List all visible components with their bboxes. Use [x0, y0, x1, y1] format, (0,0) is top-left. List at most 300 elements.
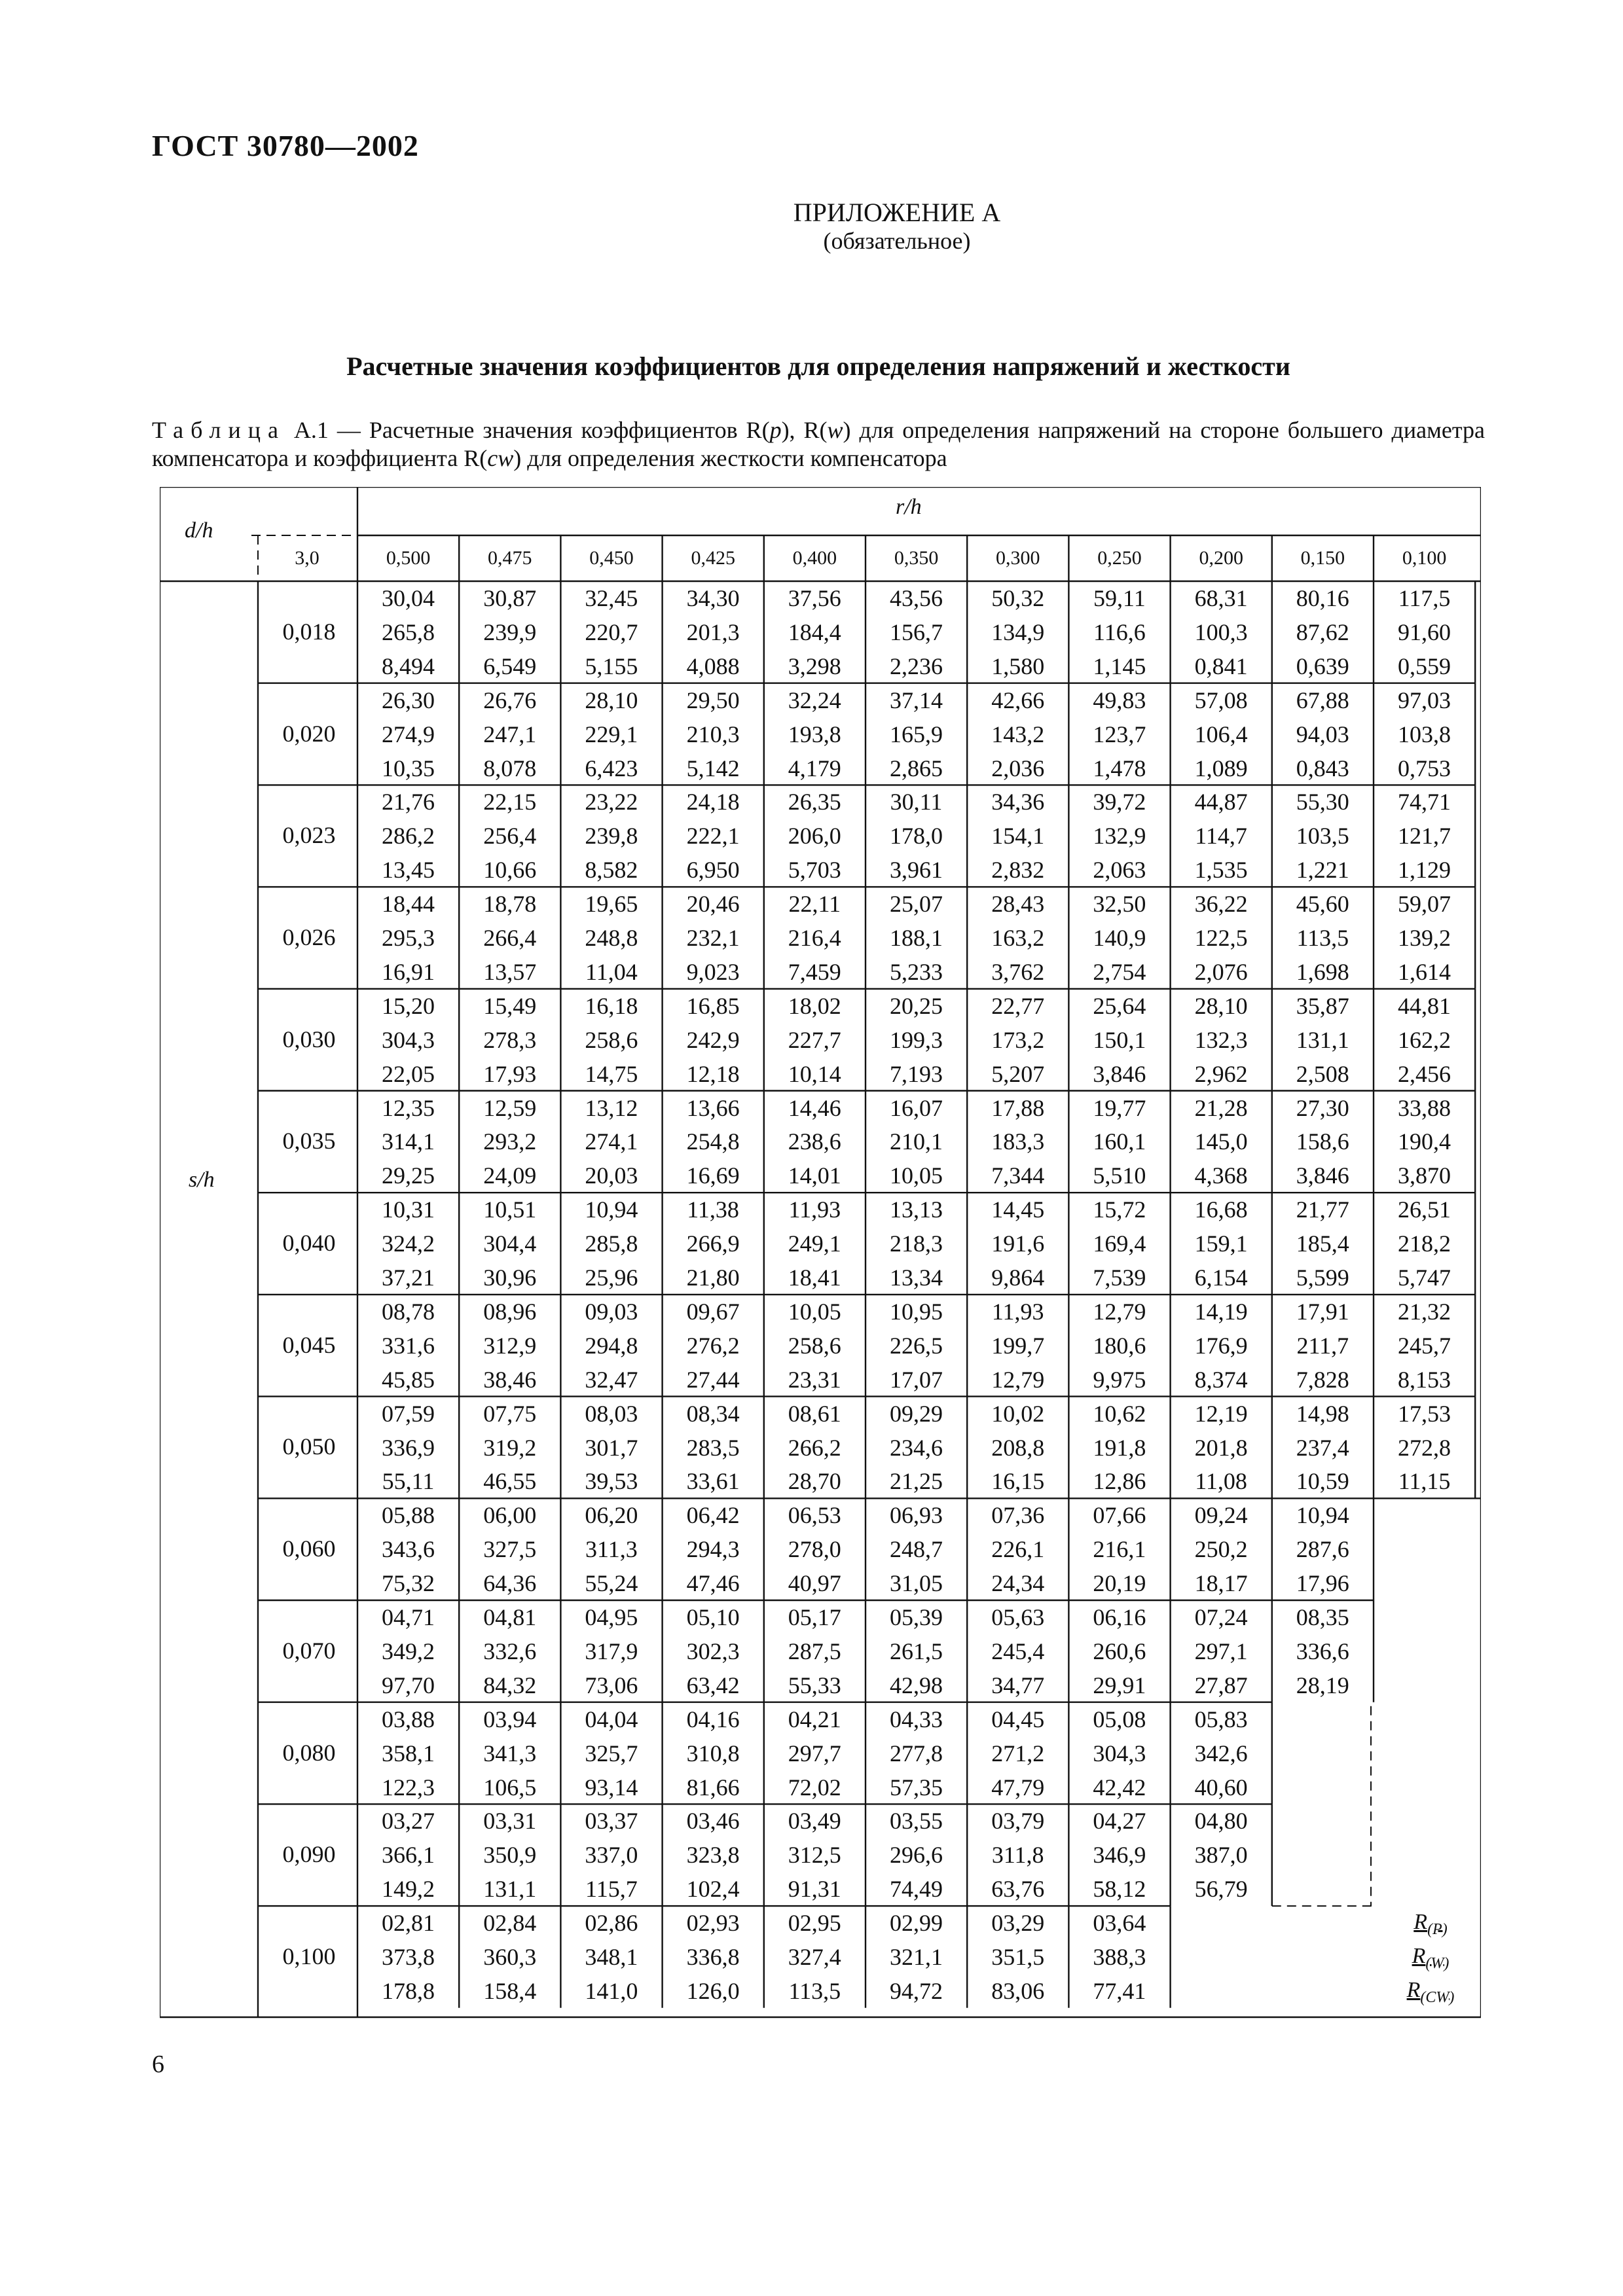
- dh-value: 3,0: [295, 547, 319, 569]
- table-cell: 3,846: [1296, 1162, 1349, 1189]
- table-cell: 145,0: [1194, 1128, 1248, 1155]
- table-cell: 8,153: [1398, 1366, 1451, 1393]
- table-cell: 6,549: [483, 653, 537, 679]
- table-cell: 91,60: [1398, 619, 1451, 645]
- table-cell: 115,7: [585, 1876, 638, 1903]
- table-cell: 183,3: [991, 1128, 1045, 1155]
- table-cell: 178,0: [890, 823, 943, 850]
- table-cell: 0,843: [1296, 755, 1349, 781]
- table-cell: 12,18: [686, 1060, 740, 1087]
- table-cell: 25,07: [890, 891, 943, 918]
- table-cell: 73,06: [585, 1672, 638, 1698]
- table-cell: 21,77: [1296, 1196, 1349, 1223]
- legend-subscript: (W): [1425, 1954, 1450, 1972]
- legend-subscript: (CW): [1420, 1988, 1455, 2006]
- table-cell: 02,84: [483, 1910, 537, 1937]
- table-cell: 227,7: [788, 1026, 841, 1053]
- table-cell: 37,14: [890, 687, 943, 713]
- table-cell: 84,32: [483, 1672, 537, 1698]
- table-cell: 294,8: [585, 1332, 638, 1359]
- table-cell: 11,93: [788, 1196, 841, 1223]
- table-cell: 08,35: [1296, 1604, 1349, 1630]
- table-cell: 1,089: [1194, 755, 1248, 781]
- table-cell: 04,71: [382, 1604, 435, 1630]
- table-cell: 311,3: [585, 1536, 638, 1563]
- table-cell: 20,03: [585, 1162, 638, 1189]
- table-cell: 0,753: [1398, 755, 1451, 781]
- table-cell: 97,70: [382, 1672, 435, 1698]
- table-cell: 21,32: [1398, 1298, 1451, 1325]
- table-cell: 283,5: [686, 1434, 740, 1461]
- table-cell: 68,31: [1194, 585, 1248, 611]
- table-cell: 266,2: [788, 1434, 841, 1461]
- table-cell: 03,79: [991, 1808, 1045, 1835]
- table-cell: 10,35: [382, 755, 435, 781]
- table-cell: 158,6: [1296, 1128, 1349, 1155]
- table-cell: 12,86: [1093, 1468, 1146, 1495]
- table-cell: 63,76: [991, 1876, 1045, 1903]
- legend-symbol: R: [1406, 1977, 1421, 2002]
- table-cell: 67,88: [1296, 687, 1349, 713]
- table-cell: 18,41: [788, 1265, 841, 1291]
- table-cell: 16,15: [991, 1468, 1045, 1495]
- table-cell: 16,69: [686, 1162, 740, 1189]
- table-cell: 9,023: [686, 958, 740, 985]
- table-cell: 287,5: [788, 1638, 841, 1664]
- table-cell: 04,33: [890, 1706, 943, 1732]
- table-cell: 154,1: [991, 823, 1045, 850]
- table-cell: 139,2: [1398, 925, 1451, 951]
- table-cell: 03,88: [382, 1706, 435, 1732]
- table-cell: 248,7: [890, 1536, 943, 1563]
- table-cell: 13,34: [890, 1265, 943, 1291]
- table-cell: 09,24: [1194, 1502, 1248, 1529]
- table-cell: 04,04: [585, 1706, 638, 1732]
- sh-value: 0,070: [282, 1637, 336, 1664]
- table-cell: 249,1: [788, 1230, 841, 1257]
- table-cell: 50,32: [991, 585, 1045, 611]
- table-cell: 301,7: [585, 1434, 638, 1461]
- table-cell: 08,96: [483, 1298, 537, 1325]
- table-cell: 42,66: [991, 687, 1045, 713]
- table-cell: 2,962: [1194, 1060, 1248, 1087]
- table-cell: 12,35: [382, 1094, 435, 1121]
- table-cell: 199,3: [890, 1026, 943, 1053]
- table-cell: 266,9: [686, 1230, 740, 1257]
- table-cell: 05,10: [686, 1604, 740, 1630]
- rh-column-header: 0,150: [1300, 547, 1345, 569]
- sh-value: 0,050: [282, 1433, 336, 1460]
- table-cell: 10,31: [382, 1196, 435, 1223]
- table-cell: 131,1: [1296, 1026, 1349, 1053]
- table-cell: 4,179: [788, 755, 841, 781]
- table-cell: 30,96: [483, 1265, 537, 1291]
- table-cell: 03,27: [382, 1808, 435, 1835]
- table-cell: 08,78: [382, 1298, 435, 1325]
- table-cell: 28,70: [788, 1468, 841, 1495]
- table-cell: 5,510: [1093, 1162, 1146, 1189]
- table-cell: 40,60: [1194, 1774, 1248, 1801]
- table-cell: 42,42: [1093, 1774, 1146, 1801]
- table-cell: 11,93: [991, 1298, 1044, 1325]
- table-cell: 185,4: [1296, 1230, 1349, 1257]
- table-cell: 178,8: [382, 1977, 435, 2004]
- table-cell: 02,81: [382, 1910, 435, 1937]
- table-cell: 9,864: [991, 1265, 1045, 1291]
- table-cell: 150,1: [1093, 1026, 1146, 1053]
- table-cell: 103,8: [1398, 721, 1451, 747]
- table-cell: 8,078: [483, 755, 537, 781]
- table-cell: 20,46: [686, 891, 740, 918]
- rh-column-header: 0,425: [691, 547, 735, 569]
- legend-label: [1381, 1978, 1480, 2007]
- table-cell: 3,762: [991, 958, 1045, 985]
- table-cell: 295,3: [382, 925, 435, 951]
- table-caption: [152, 416, 1485, 473]
- table-cell: 2,236: [890, 653, 943, 679]
- table-cell: 02,99: [890, 1910, 943, 1937]
- table-cell: 6,423: [585, 755, 638, 781]
- table-cell: 188,1: [890, 925, 943, 951]
- table-cell: 1,221: [1296, 857, 1349, 884]
- table-cell: 3,961: [890, 857, 943, 884]
- table-cell: 126,0: [686, 1977, 740, 2004]
- legend-label: [1381, 1910, 1480, 1939]
- table-cell: 237,4: [1296, 1434, 1349, 1461]
- table-cell: 37,21: [382, 1265, 435, 1291]
- table-cell: 350,9: [483, 1842, 537, 1869]
- rh-column-header: 0,350: [894, 547, 939, 569]
- table-cell: 59,07: [1398, 891, 1451, 918]
- table-cell: 191,6: [991, 1230, 1045, 1257]
- table-cell: 261,5: [890, 1638, 943, 1664]
- rh-column-header: 0,450: [589, 547, 634, 569]
- table-cell: 57,35: [890, 1774, 943, 1801]
- table-cell: 26,35: [788, 789, 841, 816]
- sh-value: 0,023: [282, 822, 336, 849]
- table-cell: 32,45: [585, 585, 638, 611]
- table-cell: 05,08: [1093, 1706, 1146, 1732]
- table-cell: 5,233: [890, 958, 943, 985]
- table-cell: 02,86: [585, 1910, 638, 1937]
- table-cell: 42,98: [890, 1672, 943, 1698]
- table-cell: 63,42: [686, 1672, 740, 1698]
- caption-text: ) для определения напряжений на стороне большего диаметра компенсатора и коэффициента R(: [152, 417, 1485, 471]
- table-cell: 30,87: [483, 585, 537, 611]
- table-cell: 206,0: [788, 823, 841, 850]
- legend-subscript: (P): [1427, 1920, 1448, 1938]
- table-cell: 222,1: [686, 823, 740, 850]
- table-cell: 387,0: [1194, 1842, 1248, 1869]
- table-cell: 191,8: [1093, 1434, 1146, 1461]
- table-cell: 0,639: [1296, 653, 1349, 679]
- table-cell: 46,55: [483, 1468, 537, 1495]
- table-cell: 132,3: [1194, 1026, 1248, 1053]
- table-cell: 13,13: [890, 1196, 943, 1223]
- table-cell: 04,80: [1194, 1808, 1248, 1835]
- table-cell: 302,3: [686, 1638, 740, 1664]
- table-cell: 18,44: [382, 891, 435, 918]
- table-cell: 208,8: [991, 1434, 1045, 1461]
- table-cell: 30,11: [890, 789, 943, 816]
- table-cell: 13,12: [585, 1094, 638, 1121]
- caption-number: А.1: [293, 417, 329, 443]
- table-cell: 11,15: [1398, 1468, 1451, 1495]
- table-cell: 0,841: [1194, 653, 1248, 679]
- table-cell: 343,6: [382, 1536, 435, 1563]
- table-cell: 15,20: [382, 992, 435, 1019]
- caption-text: Расчетные значения коэффициентов R(: [369, 417, 770, 443]
- table-cell: 199,7: [991, 1332, 1045, 1359]
- table-cell: 33,61: [686, 1468, 740, 1495]
- sh-value: 0,100: [282, 1943, 336, 1969]
- table-cell: 2,832: [991, 857, 1045, 884]
- table-cell: 14,45: [991, 1196, 1045, 1223]
- table-cell: 16,91: [382, 958, 435, 985]
- table-cell: 117,5: [1398, 585, 1451, 611]
- table-cell: 342,6: [1194, 1740, 1248, 1767]
- table-cell: 17,07: [890, 1366, 943, 1393]
- table-cell: 05,88: [382, 1502, 435, 1529]
- rh-column-header: 0,100: [1402, 547, 1447, 569]
- rh-column-header: 0,500: [386, 547, 431, 569]
- table-cell: 114,7: [1195, 823, 1247, 850]
- table-cell: 324,2: [382, 1230, 435, 1257]
- table-cell: 5,599: [1296, 1265, 1349, 1291]
- table-cell: 06,42: [686, 1502, 740, 1529]
- table-cell: 26,51: [1398, 1196, 1451, 1223]
- table-cell: 44,81: [1398, 992, 1451, 1019]
- table-cell: 25,96: [585, 1265, 638, 1291]
- table-cell: 17,88: [991, 1094, 1045, 1121]
- table-cell: 102,4: [686, 1876, 740, 1903]
- table-cell: 336,6: [1296, 1638, 1349, 1664]
- table-cell: 312,5: [788, 1842, 841, 1869]
- table-cell: 87,62: [1296, 619, 1349, 645]
- table-cell: 20,19: [1093, 1570, 1146, 1597]
- table-cell: 14,01: [788, 1162, 841, 1189]
- table-cell: 266,4: [483, 925, 537, 951]
- table-cell: 341,3: [483, 1740, 537, 1767]
- table-cell: 277,8: [890, 1740, 943, 1767]
- table-cell: 116,6: [1093, 619, 1146, 645]
- table-cell: 220,7: [585, 619, 638, 645]
- table-cell: 18,17: [1194, 1570, 1248, 1597]
- table-cell: 2,865: [890, 755, 943, 781]
- table-cell: 100,3: [1194, 619, 1248, 645]
- table-cell: 27,30: [1296, 1094, 1349, 1121]
- table-cell: 0,559: [1398, 653, 1451, 679]
- table-cell: 25,64: [1093, 992, 1146, 1019]
- table-cell: 10,02: [991, 1400, 1045, 1427]
- table-cell: 20,25: [890, 992, 943, 1019]
- table-cell: 24,34: [991, 1570, 1045, 1597]
- table-cell: 02,95: [788, 1910, 841, 1937]
- sh-value: 0,090: [282, 1841, 336, 1868]
- table-cell: 13,57: [483, 958, 537, 985]
- table-cell: 2,754: [1093, 958, 1146, 985]
- table-cell: 274,1: [585, 1128, 638, 1155]
- table-cell: 293,2: [483, 1128, 537, 1155]
- page-number: 6: [152, 2051, 164, 2078]
- table-cell: 23,31: [788, 1366, 841, 1393]
- table-cell: 304,3: [1093, 1740, 1146, 1767]
- table-cell: 6,154: [1194, 1265, 1248, 1291]
- table-cell: 56,79: [1194, 1876, 1248, 1903]
- table-cell: 32,47: [585, 1366, 638, 1393]
- table-cell: 238,6: [788, 1128, 841, 1155]
- table-cell: 43,56: [890, 585, 943, 611]
- table-cell: 5,747: [1398, 1265, 1451, 1291]
- table-cell: 24,18: [686, 789, 740, 816]
- table-cell: 106,5: [483, 1774, 537, 1801]
- table-cell: 331,6: [382, 1332, 435, 1359]
- table-cell: 8,494: [382, 653, 435, 679]
- table-cell: 10,05: [890, 1162, 943, 1189]
- table-cell: 03,94: [483, 1706, 537, 1732]
- table-cell: 132,9: [1093, 823, 1146, 850]
- table-cell: 358,1: [382, 1740, 435, 1767]
- table-cell: 47,79: [991, 1774, 1045, 1801]
- rh-axis-label: r/h: [896, 495, 922, 519]
- table-cell: 3,846: [1093, 1060, 1146, 1087]
- table-cell: 06,93: [890, 1502, 943, 1529]
- table-cell: 234,6: [890, 1434, 943, 1461]
- appendix-subtitle: (обязательное): [823, 228, 971, 254]
- table-cell: 58,12: [1093, 1876, 1146, 1903]
- table-cell: 360,3: [483, 1944, 537, 1970]
- coefficients-table: [160, 487, 1481, 2025]
- table-cell: 373,8: [382, 1944, 435, 1970]
- table-cell: 131,1: [483, 1876, 537, 1903]
- table-cell: 49,83: [1093, 687, 1146, 713]
- table-cell: 4,368: [1194, 1162, 1248, 1189]
- table-cell: 64,36: [483, 1570, 537, 1597]
- table-cell: 34,77: [991, 1672, 1045, 1698]
- table-cell: 193,8: [788, 721, 841, 747]
- table-cell: 11,04: [585, 958, 638, 985]
- table-cell: 7,539: [1093, 1265, 1146, 1291]
- table-cell: 33,88: [1398, 1094, 1451, 1121]
- table-cell: 140,9: [1093, 925, 1146, 951]
- table-cell: 173,2: [991, 1026, 1045, 1053]
- table-cell: 05,39: [890, 1604, 943, 1630]
- table-cell: 17,93: [483, 1060, 537, 1087]
- table-cell: 75,32: [382, 1570, 435, 1597]
- table-cell: 26,76: [483, 687, 537, 713]
- table-cell: 314,1: [382, 1128, 435, 1155]
- table-cell: 304,3: [382, 1026, 435, 1053]
- table-cell: 10,14: [788, 1060, 841, 1087]
- table-cell: 226,1: [991, 1536, 1045, 1563]
- table-cell: 05,17: [788, 1604, 841, 1630]
- table-cell: 91,31: [788, 1876, 841, 1903]
- table-cell: 34,36: [991, 789, 1045, 816]
- table-cell: 07,75: [483, 1400, 537, 1427]
- table-cell: 336,8: [686, 1944, 740, 1970]
- sh-value: 0,060: [282, 1535, 336, 1562]
- table-cell: 106,4: [1194, 721, 1248, 747]
- table-cell: 28,19: [1296, 1672, 1349, 1698]
- table-cell: 28,10: [1194, 992, 1248, 1019]
- table-cell: 03,46: [686, 1808, 740, 1835]
- table-cell: 93,14: [585, 1774, 638, 1801]
- section-heading: Расчетные значения коэффициентов для определения напряжений и жесткости: [346, 351, 1290, 381]
- table-cell: 258,6: [585, 1026, 638, 1053]
- table-cell: 35,87: [1296, 992, 1349, 1019]
- table-cell: 287,6: [1296, 1536, 1349, 1563]
- table-cell: 16,85: [686, 992, 740, 1019]
- table-cell: 256,4: [483, 823, 537, 850]
- table-cell: 47,46: [686, 1570, 740, 1597]
- table-cell: 245,7: [1398, 1332, 1451, 1359]
- table-cell: 332,6: [483, 1638, 537, 1664]
- table-cell: 06,53: [788, 1502, 841, 1529]
- table-cell: 11,08: [1195, 1468, 1247, 1495]
- table-cell: 122,3: [382, 1774, 435, 1801]
- table-cell: 248,8: [585, 925, 638, 951]
- table-cell: 55,24: [585, 1570, 638, 1597]
- table-cell: 327,5: [483, 1536, 537, 1563]
- table-cell: 94,72: [890, 1977, 943, 2004]
- table-cell: 1,698: [1296, 958, 1349, 985]
- sh-value: 0,080: [282, 1739, 336, 1766]
- table-cell: 216,1: [1093, 1536, 1146, 1563]
- table-cell: 08,03: [585, 1400, 638, 1427]
- table-cell: 04,81: [483, 1604, 537, 1630]
- table-cell: 03,55: [890, 1808, 943, 1835]
- table-cell: 163,2: [991, 925, 1045, 951]
- table-cell: 09,67: [686, 1298, 740, 1325]
- table-cell: 59,11: [1093, 585, 1146, 611]
- table-cell: 239,8: [585, 823, 638, 850]
- table-cell: 55,11: [382, 1468, 435, 1495]
- sh-value: 0,018: [282, 618, 336, 645]
- table-cell: 113,5: [788, 1977, 841, 2004]
- table-cell: 122,5: [1194, 925, 1248, 951]
- table-cell: 1,535: [1194, 857, 1248, 884]
- table-cell: 312,9: [483, 1332, 537, 1359]
- table-cell: 245,4: [991, 1638, 1045, 1664]
- table-cell: 81,66: [686, 1774, 740, 1801]
- table-cell: 162,2: [1398, 1026, 1451, 1053]
- table-cell: 24,09: [483, 1162, 537, 1189]
- table-cell: 304,4: [483, 1230, 537, 1257]
- table-cell: 351,5: [991, 1944, 1045, 1970]
- table-cell: 278,3: [483, 1026, 537, 1053]
- table-cell: 317,9: [585, 1638, 638, 1664]
- table-cell: 5,155: [585, 653, 638, 679]
- table-cell: 123,7: [1093, 721, 1146, 747]
- table-cell: 184,4: [788, 619, 841, 645]
- table-cell: 336,9: [382, 1434, 435, 1461]
- table-cell: 2,036: [991, 755, 1045, 781]
- caption-prefix: Таблица: [152, 417, 285, 443]
- table-cell: 05,63: [991, 1604, 1045, 1630]
- sh-value: 0,035: [282, 1128, 336, 1155]
- rh-column-header: 0,300: [996, 547, 1040, 569]
- table-cell: 14,98: [1296, 1400, 1349, 1427]
- table-cell: 29,50: [686, 687, 740, 713]
- table-cell: 03,64: [1093, 1910, 1146, 1937]
- table-cell: 04,16: [686, 1706, 740, 1732]
- table-cell: 08,34: [686, 1400, 740, 1427]
- table-cell: 97,03: [1398, 687, 1451, 713]
- table-cell: 247,1: [483, 721, 537, 747]
- table-cell: 2,508: [1296, 1060, 1349, 1087]
- table-cell: 210,3: [686, 721, 740, 747]
- dh-axis-label: d/h: [185, 518, 213, 543]
